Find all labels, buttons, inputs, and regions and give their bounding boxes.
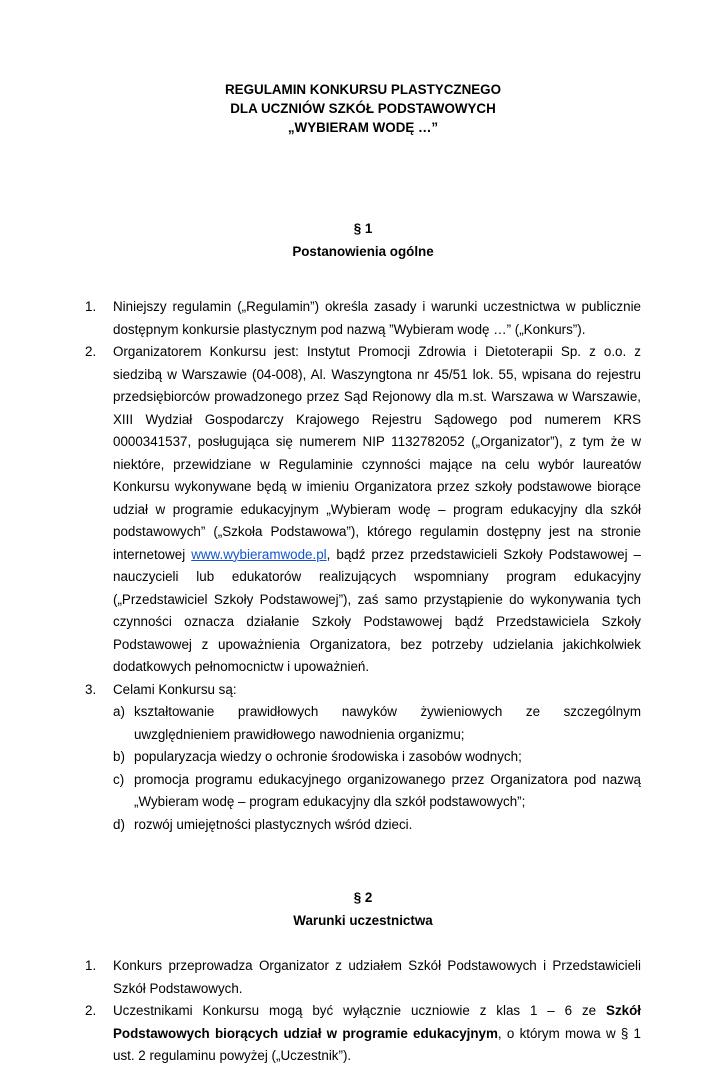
item-text [113, 341, 641, 679]
document-title [85, 80, 641, 137]
list-item [85, 296, 641, 341]
item-text-part: Organizatorem Konkursu jest: Instytut Promocji Zdrowia i Dietoterapii Sp. z o.o. z siedzibą w Warszawie (04-008), Al. Waszyngtona nr 45/51 lok. 55, wpisana do rejestru przedsiębiorców prowadzonego przez Sąd Rejonowy dla m.st. Warszawa w Warszawie, XIII Wydział Gospodarczy Krajowego Rejestru Sądowego pod numerem KRS 0000341537, posługująca się numerem NIP 1132782052 („Organizator”), z tym że w niektóre, przewidziane w Regulaminie czynności mające na celu wybór laureatów Konkursu wykonywane będą w imieniu Organizatora przez szkoły podstawowe biorące udział w programie edukacyjnym „Wybieram wodę – program edukacyjny dla szkół podstawowych” („Szkoła Podstawowa”), którego regulamin dostępny jest na stronie internetowej [113, 344, 641, 562]
item-number: 2. [85, 344, 97, 359]
item-text: Celami Konkursu są: [113, 681, 237, 697]
sub-item-text: kształtowanie prawidłowych nawyków żywieniowych ze szczególnym uwzględnieniem prawidłowego nawodnienia organizmu; [134, 704, 641, 742]
item-number: 1. [85, 299, 97, 314]
title-line-1: REGULAMIN KONKURSU PLASTYCZNEGO [225, 82, 501, 97]
item-text-part: Uczestnikami Konkursu mogą być wyłącznie uczniowie z klas 1 – 6 ze [113, 1003, 607, 1018]
item-text [113, 1000, 641, 1068]
sub-item [113, 769, 641, 814]
sub-item-text: rozwój umiejętności plastycznych wśród dzieci. [134, 816, 413, 832]
section-title: Warunki uczestnictwa [293, 913, 433, 928]
section-number: § 2 [353, 890, 373, 905]
list-item [85, 679, 641, 837]
sub-item-letter: b) [113, 749, 125, 764]
list-item [85, 955, 641, 1000]
sub-item-letter: c) [113, 771, 125, 787]
sub-item-letter: d) [113, 816, 125, 832]
document-page [85, 80, 641, 1068]
item-text-part: , o którym mowa w § 1 ust. 2 regulaminu powyżej („Uczestnik”). [113, 1025, 641, 1063]
sub-item-letter: a) [113, 704, 125, 719]
sub-item [113, 814, 641, 837]
list-item [85, 1000, 641, 1068]
website-link[interactable]: www.wybieramwode.pl [191, 546, 327, 562]
sub-item [113, 746, 641, 769]
section-1 [85, 219, 641, 836]
section-title: Postanowienia ogólne [292, 244, 434, 259]
numbered-list [85, 955, 641, 1068]
title-line-3: „WYBIERAM WODĘ …” [287, 120, 439, 135]
numbered-list [85, 296, 641, 836]
item-text-part: , bądź przez przedstawicieli Szkoły Podstawowej – nauczycieli lub edukatorów realizujących wspomniany program edukacyjny („Przedstawiciel Szkoły Podstawowej”), zaś samo przystąpienie do wykonywania tych czynności oznacza działanie Szkoły Podstawowej bądź Przedstawiciela Szkoły Podstawowej z upoważnienia Organizatora, bez potrzeby udzielania jakichkolwiek dodatkowych pełnomocnictw i upoważnień. [113, 546, 641, 674]
section-number: § 1 [353, 221, 373, 236]
item-text: Konkurs przeprowadza Organizator z udziałem Szkół Podstawowych i Przedstawicieli Szkół Podstawowych. [113, 958, 641, 996]
item-number: 1. [85, 958, 97, 973]
sub-item-text: promocja programu edukacyjnego organizowanego przez Organizatora pod nazwą „Wybieram wodę – program edukacyjny dla szkół podstawowych”; [134, 771, 641, 809]
item-text-bold: Szkół Podstawowych biorących udział w programie edukacyjnym [113, 1003, 641, 1041]
item-number: 3. [85, 681, 97, 697]
sub-item [113, 701, 641, 746]
title-line-2: DLA UCZNIÓW SZKÓŁ PODSTAWOWYCH [230, 101, 496, 116]
item-text: Niniejszy regulamin („Regulamin”) określa zasady i warunki uczestnictwa w publicznie dostępnym konkursie plastycznym pod nazwą ”Wybieram wodę …” („Konkurs”). [113, 299, 641, 337]
section-2 [85, 888, 641, 1068]
item-content [113, 679, 641, 837]
sub-item-text: popularyzacja wiedzy o ochronie środowiska i zasobów wodnych; [134, 749, 522, 764]
list-item [85, 341, 641, 679]
item-number: 2. [85, 1003, 97, 1018]
